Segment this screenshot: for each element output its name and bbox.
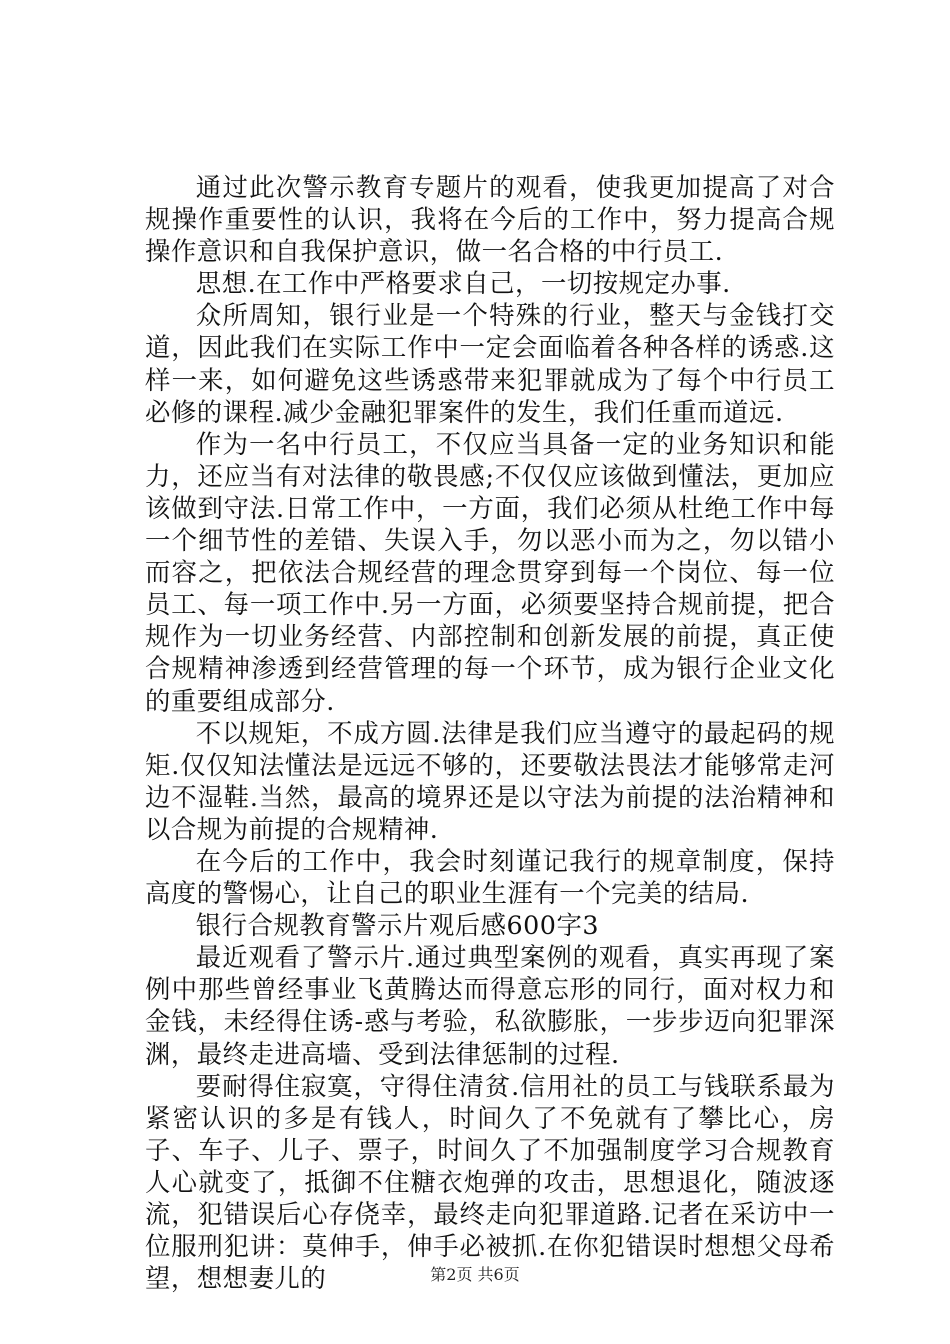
paragraph: 最近观看了警示片.通过典型案例的观看，真实再现了案例中那些曾经事业飞黄腾达而得意忘形的同行，面对权力和金钱，未经得住诱-惑与考验，私欲膨胀，一步步迈向犯罪深渊，最终走进高墙、受到法律惩制的过程.	[145, 942, 835, 1069]
page-number-footer: 第2页 共6页	[430, 1265, 520, 1284]
paragraph: 在今后的工作中，我会时刻谨记我行的规章制度，保持高度的警惕心，让自己的职业生涯有一个完美的结局.	[145, 845, 835, 909]
paragraph: 不以规矩，不成方圆.法律是我们应当遵守的最起码的规矩.仅仅知法懂法是远远不够的，还要敬法畏法才能够常走河边不湿鞋.当然，最高的境界还是以守法为前提的法治精神和以合规为前提的合规精神.	[145, 717, 835, 844]
paragraph: 作为一名中行员工，不仅应当具备一定的业务知识和能力，还应当有对法律的敬畏感;不仅仅应该做到懂法，更加应该做到守法.日常工作中，一方面，我们必须从杜绝工作中每一个细节性的差错、失误入手，勿以恶小而为之，勿以错小而容之，把依法合规经营的理念贯穿到每一个岗位、每一位员工、每一项工作中.另一方面，必须要坚持合规前提，把合规作为一切业务经营、内部控制和创新发展的前提，真正使合规精神渗透到经营管理的每一个环节，成为银行企业文化的重要组成部分.	[145, 428, 835, 716]
section-heading: 银行合规教育警示片观后感600字3	[195, 910, 599, 941]
paragraph: 通过此次警示教育专题片的观看，使我更加提高了对合规操作重要性的认识，我将在今后的工作中，努力提高合规操作意识和自我保护意识，做一名合格的中行员工.	[145, 172, 835, 267]
paragraph: 众所周知，银行业是一个特殊的行业，整天与金钱打交道，因此我们在实际工作中一定会面临着各种各样的诱惑.这样一来，如何避免这些诱惑带来犯罪就成为了每个中行员工必修的课程.减少金融犯罪案件的发生，我们任重而道远.	[145, 300, 835, 427]
document-body	[145, 171, 835, 1294]
paragraph: 要耐得住寂寞，守得住清贫.信用社的员工与钱联系最为紧密认识的多是有钱人，时间久了不免就有了攀比心，房子、车子、儿子、票子，时间久了不加强制度学习合规教育人心就变了，抵御不住糖衣炮弹的攻击，思想退化，随波逐流，犯错误后心存侥幸，最终走向犯罪道路.记者在采访中一位服刑犯讲：莫伸手，伸手必被抓.在你犯错误时想想父母希望，想想妻儿的	[145, 1070, 835, 1294]
paragraph: 思想.在工作中严格要求自己，一切按规定办事.	[195, 268, 731, 299]
